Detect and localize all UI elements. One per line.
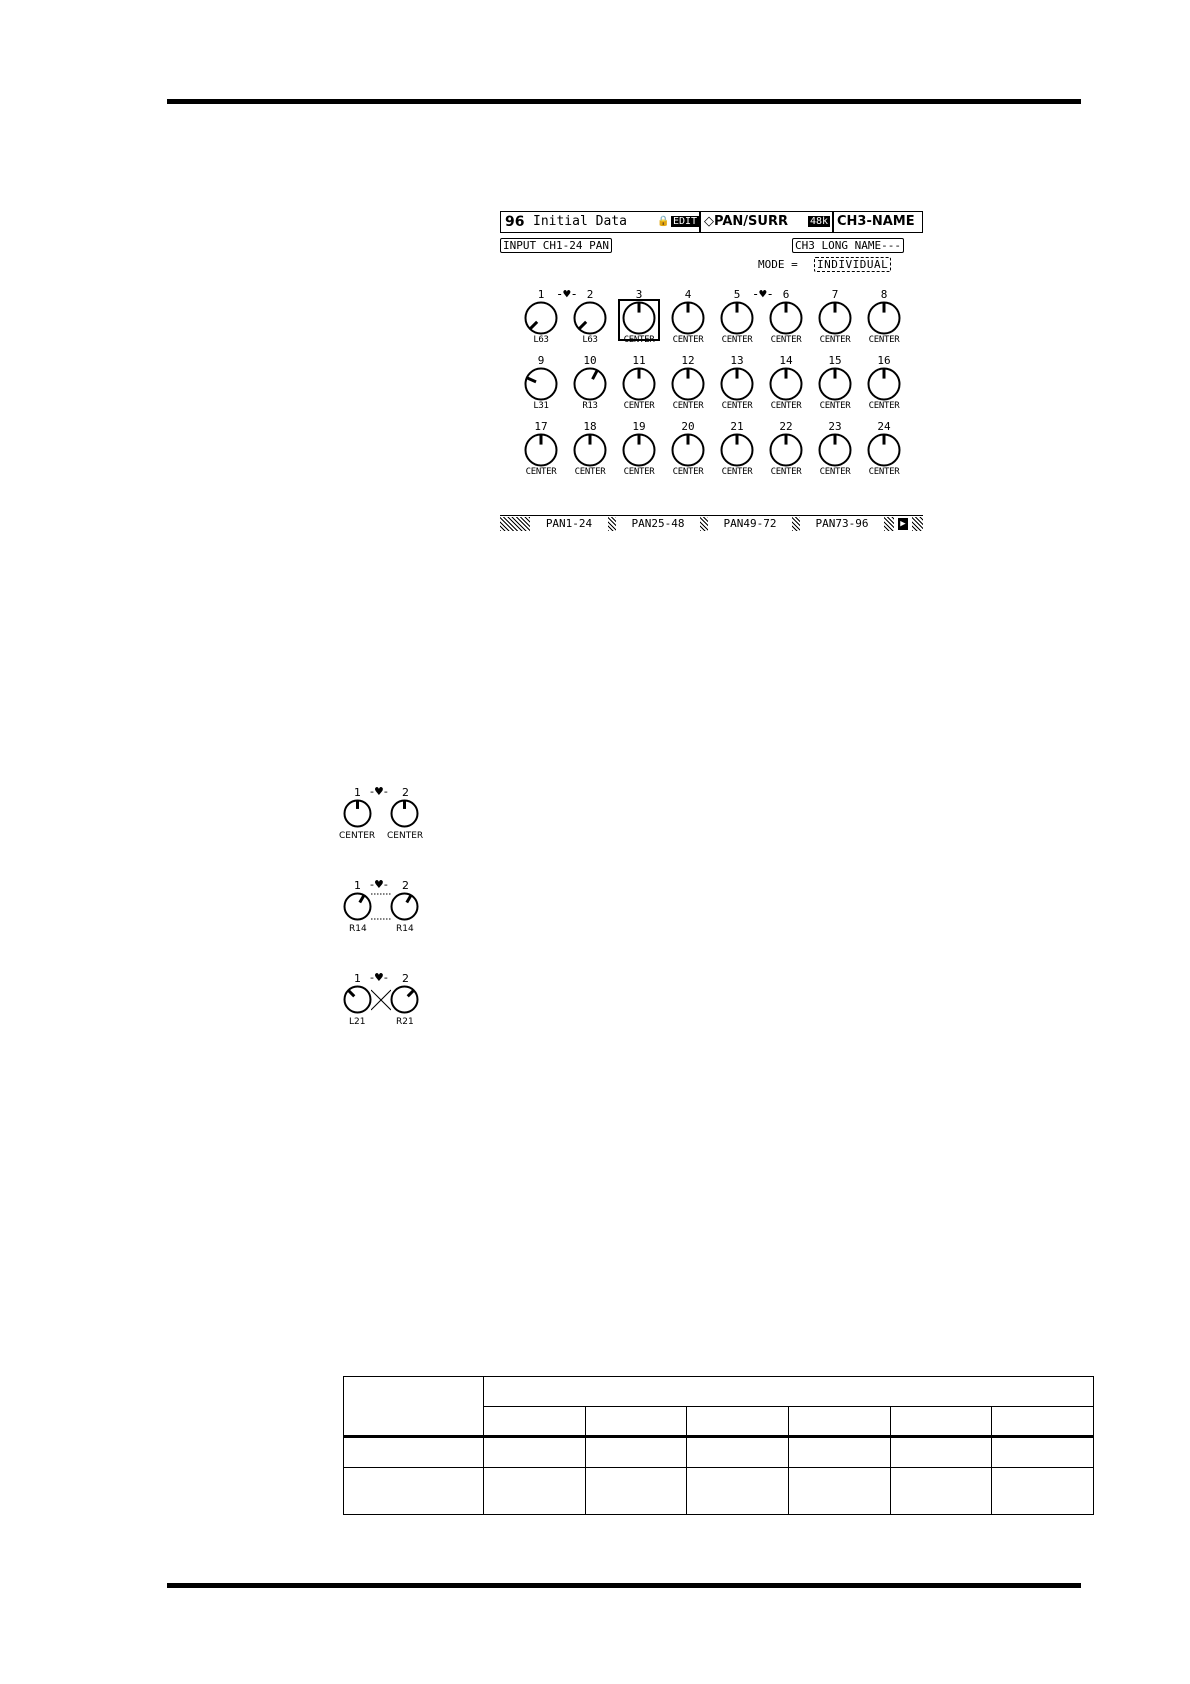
knob-pan-value: CENTER (721, 467, 753, 477)
knob-pan-value: CENTER (623, 467, 655, 477)
table-border (343, 1376, 1094, 1377)
diamond-icon: ◇ (704, 214, 714, 229)
knob-channel-number: 13 (730, 354, 744, 367)
pan-knob-ch22[interactable] (764, 421, 808, 483)
pan-knob-ch12[interactable] (666, 355, 710, 417)
knob-channel-number: 14 (779, 354, 793, 367)
tab-bar (500, 515, 923, 531)
lcd-screen (500, 211, 923, 531)
table-border (343, 1514, 1094, 1515)
knob-dial (818, 433, 852, 467)
knob-dial (573, 301, 607, 335)
tab-pan1-24[interactable]: PAN1-24 (545, 517, 593, 530)
knob-dial (622, 433, 656, 467)
knob-pan-value: CENTER (525, 467, 557, 477)
scene-number[interactable]: 96 (505, 214, 525, 230)
knob-pan-value: CENTER (721, 335, 753, 345)
knob-dial (343, 799, 372, 828)
knob-channel-number: 6 (782, 288, 790, 301)
knob-channel-number: 23 (828, 420, 842, 433)
knob-dial (343, 985, 372, 1014)
cross-link (371, 984, 391, 1014)
knob-dial (720, 433, 754, 467)
knob-channel-number: 16 (877, 354, 891, 367)
knob-ring (345, 894, 371, 920)
knob-channel-number: 1 (537, 288, 545, 301)
channel-long-name: CH3 LONG NAME--- (792, 238, 904, 253)
knob-ring (392, 894, 418, 920)
title-separator (699, 212, 701, 232)
pan-knob-ch10[interactable] (568, 355, 612, 417)
knob-dial (867, 433, 901, 467)
pan-knob-ch17[interactable] (519, 421, 563, 483)
knob-channel-number: 15 (828, 354, 842, 367)
pan-knob-ch20[interactable] (666, 421, 710, 483)
example-left-channel: 1 (354, 972, 361, 985)
knob-pan-value: CENTER (721, 401, 753, 411)
knob-dial (343, 892, 372, 921)
knob-dial (390, 799, 419, 828)
knob-dial (867, 367, 901, 401)
dotted-link (371, 891, 391, 921)
table-border (343, 1376, 344, 1515)
knob-dial (390, 985, 419, 1014)
sample-rate-badge: 48k (810, 216, 829, 227)
knob-dial (671, 367, 705, 401)
pair-heart-icon: -♥- (370, 785, 388, 798)
spec-table (343, 1376, 1094, 1515)
knob-pan-value: CENTER (868, 401, 900, 411)
example-left-channel: 1 (354, 786, 361, 799)
tab-hatch (700, 517, 708, 531)
knob-channel-number: 21 (730, 420, 744, 433)
knob-dial (720, 301, 754, 335)
knob-pan-value: CENTER (623, 401, 655, 411)
mode-label: MODE = (758, 258, 798, 271)
example-left-value: L21 (349, 1017, 366, 1027)
knob-pan-value: L63 (533, 335, 549, 345)
pair-example-3 (340, 973, 440, 1033)
table-border (788, 1406, 789, 1515)
pair-heart-icon: -♥- (370, 878, 388, 891)
knob-pan-value: CENTER (770, 335, 802, 345)
knob-channel-number: 11 (632, 354, 646, 367)
knob-pan-value: CENTER (672, 401, 704, 411)
knob-channel-number: 20 (681, 420, 695, 433)
pan-knob-ch23[interactable] (813, 421, 857, 483)
tab-pan25-48[interactable]: PAN25-48 (616, 517, 700, 531)
top-rule (167, 99, 1081, 104)
table-border (343, 1467, 1094, 1468)
knob-pan-value: CENTER (819, 335, 851, 345)
knob-pan-value: R13 (582, 401, 598, 411)
tab-hatch (884, 517, 894, 531)
knob-channel-number: 24 (877, 420, 891, 433)
example-left-channel: 1 (354, 879, 361, 892)
pan-knob-ch16[interactable] (862, 355, 906, 417)
knob-dial (769, 301, 803, 335)
selection-cursor (618, 299, 660, 341)
example-right-channel: 2 (402, 879, 409, 892)
knob-channel-number: 4 (684, 288, 692, 301)
knob-dial (524, 433, 558, 467)
knob-channel-number: 19 (632, 420, 646, 433)
knob-channel-number: 8 (880, 288, 888, 301)
example-left-value: R14 (349, 924, 367, 934)
knob-dial (769, 367, 803, 401)
section-label: INPUT CH1-24 PAN (500, 238, 612, 253)
table-border (585, 1406, 586, 1515)
pan-knob-ch24[interactable] (862, 421, 906, 483)
knob-dial (818, 367, 852, 401)
knob-dial (524, 301, 558, 335)
knob-dial (622, 367, 656, 401)
pan-knob-ch7[interactable] (813, 289, 857, 351)
pan-knob-ch18[interactable] (568, 421, 612, 483)
knob-dial (769, 433, 803, 467)
table-border (686, 1406, 687, 1515)
knob-dial (867, 301, 901, 335)
pan-knob-ch21[interactable] (715, 421, 759, 483)
knob-channel-number: 12 (681, 354, 695, 367)
tab-pan73-96[interactable]: PAN73-96 (800, 517, 884, 531)
knob-channel-number: 9 (537, 354, 545, 367)
example-right-value: R21 (396, 1017, 414, 1027)
knob-channel-number: 17 (534, 420, 548, 433)
example-left-value: CENTER (339, 831, 376, 841)
edit-badge: EDIT (673, 216, 698, 227)
bottom-rule (167, 1583, 1081, 1588)
knob-channel-number: 7 (831, 288, 839, 301)
knob-pan-value: CENTER (672, 467, 704, 477)
knob-pan-value: CENTER (868, 335, 900, 345)
knob-ring (526, 369, 557, 400)
example-right-value: CENTER (387, 831, 424, 841)
pair-heart-icon: -♥- (752, 287, 774, 301)
table-border (890, 1406, 891, 1515)
title-separator (832, 212, 834, 232)
tab-pan49-72[interactable]: PAN49-72 (708, 517, 792, 531)
pan-knob-ch14[interactable] (764, 355, 808, 417)
table-border (991, 1406, 992, 1515)
knob-pan-value: CENTER (623, 335, 655, 345)
pair-example-1 (340, 787, 440, 847)
knob-dial (671, 433, 705, 467)
table-border (343, 1435, 1094, 1438)
knob-pan-value: L63 (582, 335, 598, 345)
mode-selector[interactable]: INDIVIDUAL (814, 257, 891, 272)
knob-channel-number: 22 (779, 420, 793, 433)
table-border (483, 1376, 484, 1515)
title-bar (500, 211, 923, 233)
pair-heart-icon: -♥- (556, 287, 578, 301)
knob-channel-number: 5 (733, 288, 741, 301)
example-right-value: R14 (396, 924, 414, 934)
pan-knob-ch15[interactable] (813, 355, 857, 417)
knob-dial (818, 301, 852, 335)
knob-pan-value: CENTER (770, 467, 802, 477)
knob-pan-value: CENTER (574, 467, 606, 477)
knob-dial (524, 367, 558, 401)
knob-dial (671, 301, 705, 335)
pan-knob-ch4[interactable] (666, 289, 710, 351)
lock-icon: 🔒 (657, 216, 670, 227)
tab-hatch (792, 517, 800, 531)
pan-knob-ch19[interactable] (617, 421, 661, 483)
knob-dial (720, 367, 754, 401)
knob-pan-value: CENTER (819, 401, 851, 411)
pan-knob-ch11[interactable] (617, 355, 661, 417)
knob-pan-value: CENTER (868, 467, 900, 477)
table-border (1093, 1376, 1094, 1515)
knob-channel-number: 2 (586, 288, 594, 301)
pair-example-2 (340, 880, 440, 940)
knob-dial (573, 367, 607, 401)
pan-knob-ch13[interactable] (715, 355, 759, 417)
knob-ring (575, 369, 606, 400)
tab-hatch (608, 517, 616, 531)
knob-pan-value: CENTER (819, 467, 851, 477)
example-right-channel: 2 (402, 786, 409, 799)
pan-knob-ch9[interactable] (519, 355, 563, 417)
tab-hatch (912, 517, 923, 531)
knob-channel-number: 10 (583, 354, 597, 367)
knob-dial (390, 892, 419, 921)
knob-pan-value: L31 (533, 401, 549, 411)
pan-knob-ch8[interactable] (862, 289, 906, 351)
knob-dial (573, 433, 607, 467)
knob-channel-number: 18 (583, 420, 597, 433)
knob-pan-value: CENTER (770, 401, 802, 411)
tab-hatch (500, 517, 530, 531)
pair-heart-icon: -♥- (370, 971, 388, 984)
knob-channel-number: 3 (635, 288, 643, 301)
knob-pan-value: CENTER (672, 335, 704, 345)
scene-name[interactable]: Initial Data (533, 214, 627, 229)
right-arrow-icon[interactable]: ▶ (894, 517, 912, 531)
example-right-channel: 2 (402, 972, 409, 985)
channel-name[interactable]: CH3-NAME (837, 214, 915, 229)
page-title: ◇PAN/SURR (704, 214, 788, 229)
